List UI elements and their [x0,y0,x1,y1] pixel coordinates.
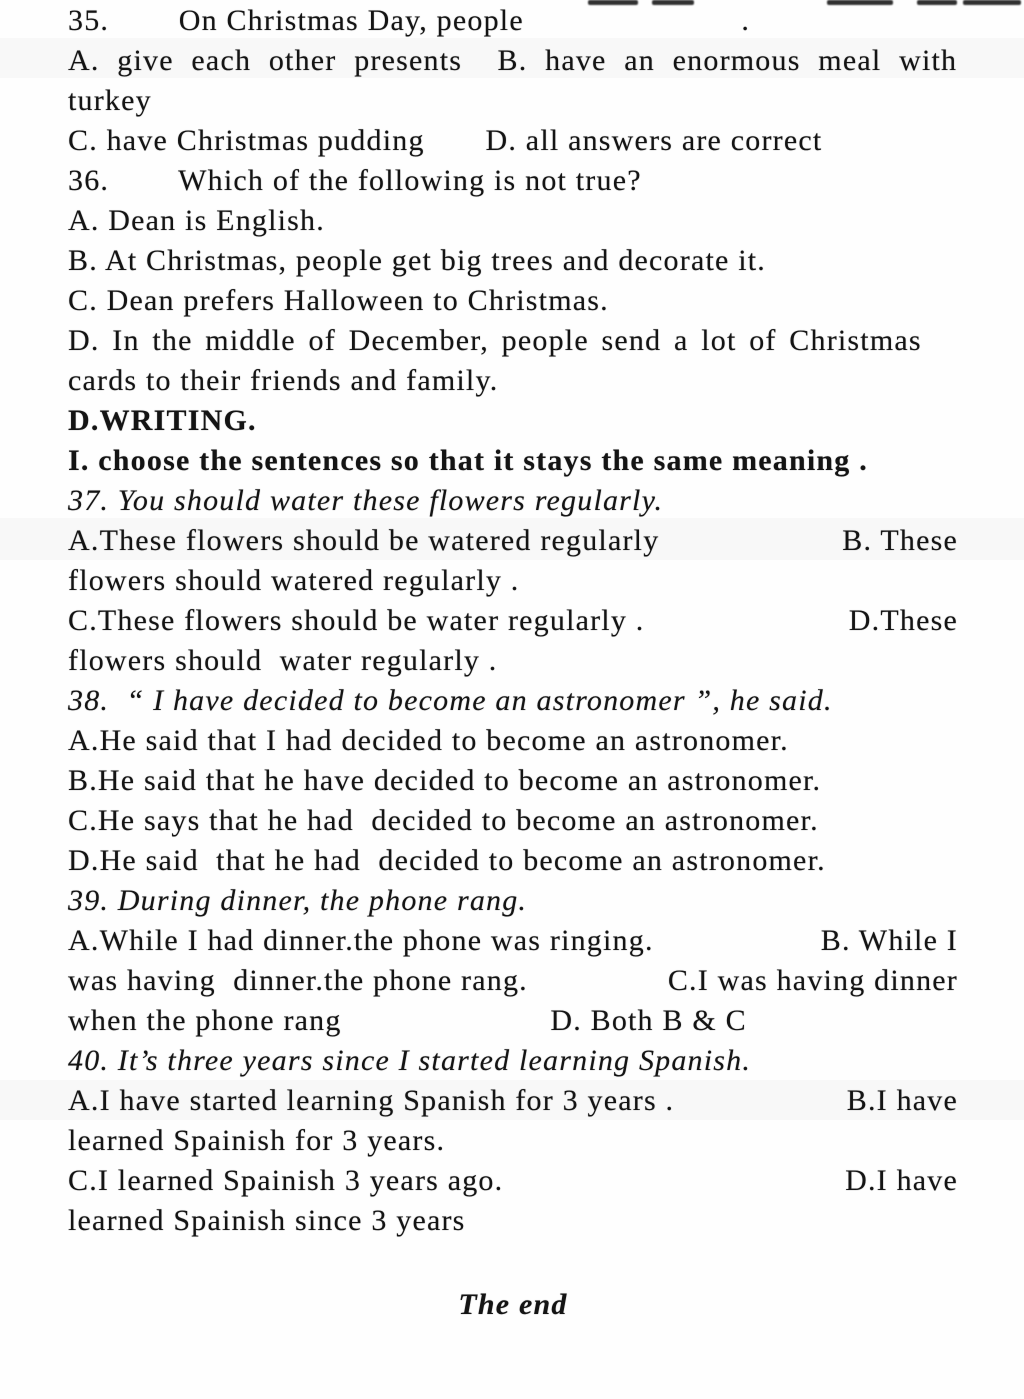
question-40-options-c-d [68,1161,958,1201]
question-36-option-a: A. Dean is English. [68,204,325,237]
question-39-options-c-d: when the phone rang D. Both B & C [68,1004,747,1037]
question-36-option-c: C. Dean prefers Halloween to Christmas. [68,284,609,317]
question-40-option-b-cont: learned Spainish for 3 years. [68,1124,446,1157]
question-37-options-c-d [68,601,958,641]
question-38-option-b: B.He said that he have decided to become an astronomer. [68,764,822,797]
question-38-option-a: A.He said that I had decided to become an astronomer. [68,724,789,757]
question-35-options-c-d: C. have Christmas pudding D. all answers are correct [68,124,823,157]
question-37-options-a-b-segment-0: A.These flowers should be watered regularly [68,524,660,557]
question-36-option-d: D. In the middle of December, people send a lot of Christmas [68,324,922,357]
question-37-stem: 37. You should water these flowers regularly. [68,484,664,517]
question-37-options-c-d-segment-0: C.These flowers should be water regularly . [68,604,645,637]
question-40-options-c-d-segment-0: C.I learned Spainish 3 years ago. [68,1164,504,1197]
document-lines [0,1,1024,1325]
question-39-options-a-b [68,921,958,961]
section-d-writing-heading: D.WRITING. [68,404,257,437]
question-39-options-a-b-segment-0: A.While I had dinner.the phone was ringing. [68,924,654,957]
question-40-options-a-b-segment-1: B.I have [846,1084,958,1117]
question-37-options-c-d-segment-1: D.These [848,604,958,637]
question-36-stem: 36. Which of the following is not true? [68,164,642,197]
question-39-options-a-b-segment-1: B. While I [820,924,958,957]
question-37-option-b-cont: flowers should watered regularly . [68,564,520,597]
question-36-option-d-cont: cards to their friends and family. [68,364,499,397]
the-end: The end [458,1288,568,1321]
question-40-options-a-b-segment-0: A.I have started learning Spanish for 3 years . [68,1084,675,1117]
question-35-stem: 35. On Christmas Day, people . [68,4,751,37]
question-40-options-c-d-segment-1: D.I have [845,1164,958,1197]
question-39-options-b-c-segment-0: was having dinner.the phone rang. [68,964,528,997]
question-40-stem: 40. It’s three years since I started learning Spanish. [68,1044,752,1077]
question-37-options-a-b-segment-1: B. These [842,524,958,557]
question-35-options-a-b: A. give each other presents B. have an enormous meal with [68,44,958,77]
question-38-option-c: C.He says that he had decided to become an astronomer. [68,804,819,837]
question-35-option-b-cont: turkey [68,84,152,117]
question-39-options-b-c-segment-1: C.I was having dinner [667,964,958,997]
question-40-options-a-b [68,1081,958,1121]
question-40-option-d-cont: learned Spainish since 3 years [68,1204,466,1237]
question-38-option-d: D.He said that he had decided to become an astronomer. [68,844,826,877]
section-i-instruction: I. choose the sentences so that it stays the same meaning . [68,444,868,477]
question-37-options-a-b [68,521,958,561]
question-36-option-b: B. At Christmas, people get big trees and decorate it. [68,244,766,277]
question-37-option-d-cont: flowers should water regularly . [68,644,498,677]
question-39-options-b-c [68,961,958,1001]
question-38-stem: 38. “ I have decided to become an astronomer ”, he said. [68,684,833,717]
question-39-stem: 39. During dinner, the phone rang. [68,884,528,917]
